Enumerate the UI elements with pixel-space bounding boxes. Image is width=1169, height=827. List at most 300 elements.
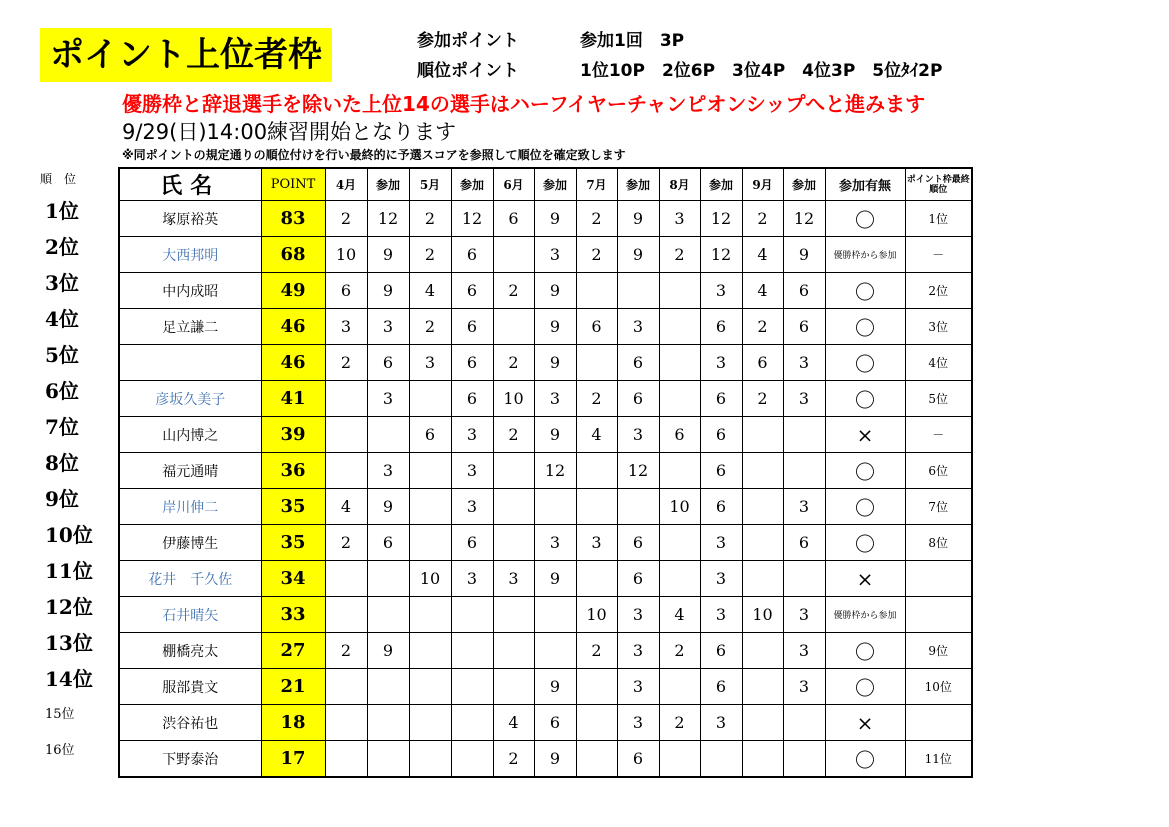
rank-label: 11位 — [45, 559, 93, 583]
month-score: 4 — [493, 705, 534, 741]
player-name: 石井晴矢 — [119, 597, 261, 633]
participation-status: 〇 — [825, 273, 905, 309]
table-header-row — [119, 168, 972, 201]
participation-score — [451, 597, 493, 633]
month-header: 5月 — [409, 168, 451, 201]
participation-status: 優勝枠から参加 — [825, 597, 905, 633]
point-total: 46 — [261, 309, 325, 345]
notice-text: 優勝枠と辞退選手を除いた上位14の選手はハーフイヤーチャンピオンシップへと進みます — [122, 92, 926, 116]
table-row — [119, 273, 972, 309]
participation-score: 3 — [617, 417, 659, 453]
month-score: 3 — [493, 561, 534, 597]
final-rank: 7位 — [905, 489, 972, 525]
participation-count-header: 参加 — [367, 168, 409, 201]
participation-score: 3 — [700, 525, 742, 561]
player-name — [119, 345, 261, 381]
participation-score: 3 — [451, 489, 493, 525]
month-score — [409, 741, 451, 778]
participation-score — [783, 417, 825, 453]
month-score — [493, 597, 534, 633]
table-row — [119, 489, 972, 525]
month-score: 2 — [576, 381, 617, 417]
participation-score: 3 — [783, 633, 825, 669]
month-score: 6 — [659, 417, 700, 453]
participation-score: 9 — [534, 417, 576, 453]
month-score: 10 — [659, 489, 700, 525]
player-name: 中内成昭 — [119, 273, 261, 309]
month-score — [325, 741, 367, 778]
participation-score: 9 — [534, 741, 576, 778]
month-score: 2 — [493, 345, 534, 381]
table-row — [119, 453, 972, 489]
rank-label: 14位 — [45, 667, 93, 691]
month-score: 2 — [325, 633, 367, 669]
participation-score — [617, 273, 659, 309]
participation-score: 6 — [700, 309, 742, 345]
point-total: 46 — [261, 345, 325, 381]
player-name: 福元通晴 — [119, 453, 261, 489]
month-score — [325, 597, 367, 633]
player-name: 花井 千久佐 — [119, 561, 261, 597]
month-score: 10 — [576, 597, 617, 633]
participation-score: 6 — [451, 381, 493, 417]
table-row — [119, 669, 972, 705]
player-name: 大西邦明 — [119, 237, 261, 273]
participation-points-value: 参加1回 3P — [580, 31, 685, 51]
participation-score: 9 — [367, 633, 409, 669]
month-header: 7月 — [576, 168, 617, 201]
month-score: 6 — [409, 417, 451, 453]
final-rank: 4位 — [905, 345, 972, 381]
point-total: 36 — [261, 453, 325, 489]
participation-score: 6 — [700, 669, 742, 705]
participation-score — [367, 741, 409, 778]
participation-status: 〇 — [825, 741, 905, 778]
participation-status: 〇 — [825, 309, 905, 345]
participation-score: 6 — [783, 525, 825, 561]
participation-score — [700, 741, 742, 778]
rank-label: 8位 — [45, 451, 79, 475]
point-total: 83 — [261, 201, 325, 237]
month-score — [493, 669, 534, 705]
participation-status: × — [825, 561, 905, 597]
month-score: 2 — [659, 705, 700, 741]
final-rank: 10位 — [905, 669, 972, 705]
month-score — [493, 237, 534, 273]
participation-score: 3 — [367, 381, 409, 417]
month-score — [742, 525, 783, 561]
month-score — [742, 669, 783, 705]
rank-label: 7位 — [45, 415, 79, 439]
final-rank — [905, 597, 972, 633]
participation-score — [534, 633, 576, 669]
point-total: 49 — [261, 273, 325, 309]
participation-score: 3 — [700, 561, 742, 597]
table-row — [119, 633, 972, 669]
month-score — [576, 489, 617, 525]
month-score — [493, 489, 534, 525]
participation-score: 6 — [783, 273, 825, 309]
participation-status: 〇 — [825, 201, 905, 237]
participation-points-label: 参加ポイント — [417, 31, 519, 51]
month-score: 6 — [493, 201, 534, 237]
participation-score — [451, 669, 493, 705]
player-name: 彦坂久美子 — [119, 381, 261, 417]
participation-score: 3 — [700, 273, 742, 309]
month-header: 4月 — [325, 168, 367, 201]
month-score — [659, 345, 700, 381]
participation-score: 12 — [783, 201, 825, 237]
participation-score: 6 — [367, 345, 409, 381]
participation-score: 3 — [783, 489, 825, 525]
rank-column-header: 順位 — [40, 172, 89, 186]
month-header: 6月 — [493, 168, 534, 201]
participation-score — [783, 741, 825, 778]
participation-score: 3 — [617, 309, 659, 345]
month-score: 3 — [659, 201, 700, 237]
final-rank — [905, 705, 972, 741]
month-score: 3 — [409, 345, 451, 381]
rank-label: 2位 — [45, 235, 79, 259]
month-score: 4 — [409, 273, 451, 309]
month-score: 4 — [742, 237, 783, 273]
player-name: 塚原裕英 — [119, 201, 261, 237]
month-score — [325, 561, 367, 597]
ranking-table — [118, 167, 973, 778]
participation-score: 6 — [534, 705, 576, 741]
participation-score: 3 — [783, 345, 825, 381]
point-total: 17 — [261, 741, 325, 778]
player-name: 下野泰治 — [119, 741, 261, 778]
participation-count-header: 参加 — [700, 168, 742, 201]
table-row — [119, 237, 972, 273]
participation-score — [451, 705, 493, 741]
participation-count-header: 参加 — [534, 168, 576, 201]
month-score: 10 — [493, 381, 534, 417]
month-score: 2 — [742, 381, 783, 417]
month-score — [493, 309, 534, 345]
month-score: 2 — [493, 273, 534, 309]
participation-score: 12 — [451, 201, 493, 237]
month-score — [576, 345, 617, 381]
month-score: 2 — [742, 309, 783, 345]
participation-status: 〇 — [825, 669, 905, 705]
month-header: 8月 — [659, 168, 700, 201]
month-score — [409, 633, 451, 669]
participation-score: 6 — [700, 633, 742, 669]
month-score: 2 — [325, 525, 367, 561]
participation-status: 優勝枠から参加 — [825, 237, 905, 273]
rank-label: 9位 — [45, 487, 79, 511]
participation-score — [367, 705, 409, 741]
rank-labels — [45, 193, 115, 769]
month-score: 2 — [742, 201, 783, 237]
player-name: 渋谷祐也 — [119, 705, 261, 741]
participation-score: 9 — [534, 669, 576, 705]
month-score — [742, 705, 783, 741]
table-row — [119, 201, 972, 237]
rank-label: 1位 — [45, 199, 79, 223]
month-score — [659, 669, 700, 705]
month-score — [409, 525, 451, 561]
final-rank-header: ポイント枠最終順位 — [905, 168, 972, 201]
participation-score — [783, 705, 825, 741]
rank-label: 15位 — [45, 707, 75, 722]
participation-score: 3 — [617, 597, 659, 633]
final-rank: 3位 — [905, 309, 972, 345]
month-score: 2 — [325, 345, 367, 381]
month-score: 2 — [576, 201, 617, 237]
month-score — [659, 273, 700, 309]
participation-score: 3 — [700, 705, 742, 741]
participation-score: 6 — [451, 345, 493, 381]
month-score — [576, 741, 617, 778]
month-score — [493, 633, 534, 669]
point-total: 21 — [261, 669, 325, 705]
participation-score: 12 — [534, 453, 576, 489]
final-rank: 1位 — [905, 201, 972, 237]
player-name: 足立謙二 — [119, 309, 261, 345]
rank-points-label: 順位ポイント — [417, 61, 519, 81]
rank-label: 6位 — [45, 379, 79, 403]
point-total: 35 — [261, 489, 325, 525]
participation-score: 6 — [617, 561, 659, 597]
final-rank: 11位 — [905, 741, 972, 778]
month-score — [325, 669, 367, 705]
participation-score: 3 — [783, 381, 825, 417]
participation-status: × — [825, 705, 905, 741]
month-score — [493, 525, 534, 561]
participation-score: 6 — [451, 273, 493, 309]
month-score — [409, 489, 451, 525]
rank-label: 10位 — [45, 523, 93, 547]
participation-score: 3 — [617, 633, 659, 669]
month-score: 10 — [409, 561, 451, 597]
participation-score: 9 — [367, 489, 409, 525]
point-total: 27 — [261, 633, 325, 669]
month-score — [576, 453, 617, 489]
month-score — [742, 561, 783, 597]
point-total: 41 — [261, 381, 325, 417]
participation-score — [783, 561, 825, 597]
participation-score: 12 — [617, 453, 659, 489]
participation-status: 〇 — [825, 633, 905, 669]
page-title: ポイント上位者枠 — [40, 28, 332, 82]
month-score: 3 — [576, 525, 617, 561]
month-score — [742, 453, 783, 489]
participation-score: 6 — [451, 309, 493, 345]
month-score: 2 — [325, 201, 367, 237]
participation-score: 9 — [534, 201, 576, 237]
participation-score: 3 — [367, 309, 409, 345]
rank-label: 12位 — [45, 595, 93, 619]
participation-status: 〇 — [825, 453, 905, 489]
month-score — [659, 453, 700, 489]
participation-score: 12 — [700, 201, 742, 237]
participation-status: × — [825, 417, 905, 453]
rank-points-value: 1位10P 2位6P 3位4P 4位3P 5位ﾀｲ2P — [580, 61, 943, 81]
month-score: 10 — [742, 597, 783, 633]
month-score: 4 — [742, 273, 783, 309]
table-row — [119, 309, 972, 345]
month-score — [325, 453, 367, 489]
participation-score: 3 — [367, 453, 409, 489]
table-row — [119, 705, 972, 741]
month-score — [576, 669, 617, 705]
table-row — [119, 417, 972, 453]
month-score: 2 — [409, 201, 451, 237]
month-score: 3 — [325, 309, 367, 345]
month-score — [576, 561, 617, 597]
rank-label: 13位 — [45, 631, 93, 655]
month-score — [659, 741, 700, 778]
final-rank: 6位 — [905, 453, 972, 489]
participation-score: 6 — [700, 417, 742, 453]
participation-score: 6 — [700, 381, 742, 417]
month-score: 4 — [576, 417, 617, 453]
participation-score: 6 — [617, 525, 659, 561]
month-score — [659, 309, 700, 345]
final-rank: 2位 — [905, 273, 972, 309]
practice-time: 9/29(日)14:00練習開始となります — [122, 120, 457, 144]
month-score — [742, 417, 783, 453]
participation-score: 3 — [783, 669, 825, 705]
month-score: 2 — [576, 633, 617, 669]
participation-score: 6 — [700, 453, 742, 489]
point-total: 35 — [261, 525, 325, 561]
participation-score — [451, 633, 493, 669]
month-score — [409, 705, 451, 741]
point-header: POINT — [261, 168, 325, 201]
month-score — [325, 417, 367, 453]
month-score: 6 — [325, 273, 367, 309]
month-score — [493, 453, 534, 489]
participation-header: 参加有無 — [825, 168, 905, 201]
participation-score: 3 — [617, 669, 659, 705]
month-score: 6 — [742, 345, 783, 381]
month-score — [742, 633, 783, 669]
table-row — [119, 525, 972, 561]
participation-score — [367, 669, 409, 705]
participation-score — [367, 597, 409, 633]
month-score: 2 — [659, 633, 700, 669]
point-total: 33 — [261, 597, 325, 633]
participation-score: 9 — [534, 345, 576, 381]
participation-score: 3 — [700, 597, 742, 633]
final-rank: 8位 — [905, 525, 972, 561]
player-name: 岸川伸二 — [119, 489, 261, 525]
table-row — [119, 381, 972, 417]
table-row — [119, 597, 972, 633]
player-name: 伊藤博生 — [119, 525, 261, 561]
point-total: 39 — [261, 417, 325, 453]
participation-score: 6 — [451, 525, 493, 561]
rank-label: 4位 — [45, 307, 79, 331]
participation-score: 9 — [617, 237, 659, 273]
participation-score: 9 — [534, 309, 576, 345]
participation-score: 12 — [700, 237, 742, 273]
month-score — [409, 597, 451, 633]
participation-score: 3 — [534, 525, 576, 561]
rank-label: 3位 — [45, 271, 79, 295]
month-score — [325, 705, 367, 741]
final-rank: 9位 — [905, 633, 972, 669]
month-score — [576, 705, 617, 741]
participation-score: 9 — [534, 561, 576, 597]
table-row — [119, 345, 972, 381]
player-name: 棚橋亮太 — [119, 633, 261, 669]
month-score — [659, 525, 700, 561]
final-rank: － — [905, 237, 972, 273]
month-score: 10 — [325, 237, 367, 273]
month-score — [409, 669, 451, 705]
participation-status: 〇 — [825, 489, 905, 525]
participation-score: 6 — [700, 489, 742, 525]
participation-score: 6 — [367, 525, 409, 561]
participation-status: 〇 — [825, 381, 905, 417]
participation-score — [617, 489, 659, 525]
table-row — [119, 561, 972, 597]
participation-score — [367, 561, 409, 597]
month-score: 2 — [576, 237, 617, 273]
final-rank — [905, 561, 972, 597]
participation-score: 3 — [451, 453, 493, 489]
month-score — [409, 453, 451, 489]
rank-label: 5位 — [45, 343, 79, 367]
point-total: 18 — [261, 705, 325, 741]
rank-label: 16位 — [45, 743, 75, 758]
month-score — [659, 561, 700, 597]
participation-score: 3 — [534, 381, 576, 417]
participation-score: 9 — [367, 273, 409, 309]
footnote: ※同ポイントの規定通りの順位付けを行い最終的に予選スコアを参照して順位を確定致します — [122, 148, 626, 162]
point-total: 34 — [261, 561, 325, 597]
month-score — [742, 741, 783, 778]
participation-score: 12 — [367, 201, 409, 237]
participation-score — [783, 453, 825, 489]
participation-score: 3 — [617, 705, 659, 741]
month-header: 9月 — [742, 168, 783, 201]
participation-score: 9 — [367, 237, 409, 273]
month-score: 2 — [493, 417, 534, 453]
month-score — [409, 381, 451, 417]
month-score: 6 — [576, 309, 617, 345]
month-score: 4 — [325, 489, 367, 525]
month-score: 2 — [409, 309, 451, 345]
participation-score: 3 — [451, 417, 493, 453]
participation-score: 3 — [700, 345, 742, 381]
player-name: 服部貴文 — [119, 669, 261, 705]
month-score — [659, 381, 700, 417]
participation-score: 3 — [534, 237, 576, 273]
participation-score: 6 — [617, 345, 659, 381]
month-score — [742, 489, 783, 525]
participation-count-header: 参加 — [451, 168, 493, 201]
participation-score: 6 — [617, 741, 659, 778]
month-score: 2 — [493, 741, 534, 778]
player-name: 山内博之 — [119, 417, 261, 453]
participation-score: 3 — [451, 561, 493, 597]
participation-score — [451, 741, 493, 778]
month-score: 2 — [659, 237, 700, 273]
month-score — [576, 273, 617, 309]
participation-score — [534, 597, 576, 633]
month-score: 4 — [659, 597, 700, 633]
participation-count-header: 参加 — [617, 168, 659, 201]
name-header: 氏名 — [119, 168, 261, 201]
participation-score: 9 — [783, 237, 825, 273]
participation-score: 3 — [783, 597, 825, 633]
